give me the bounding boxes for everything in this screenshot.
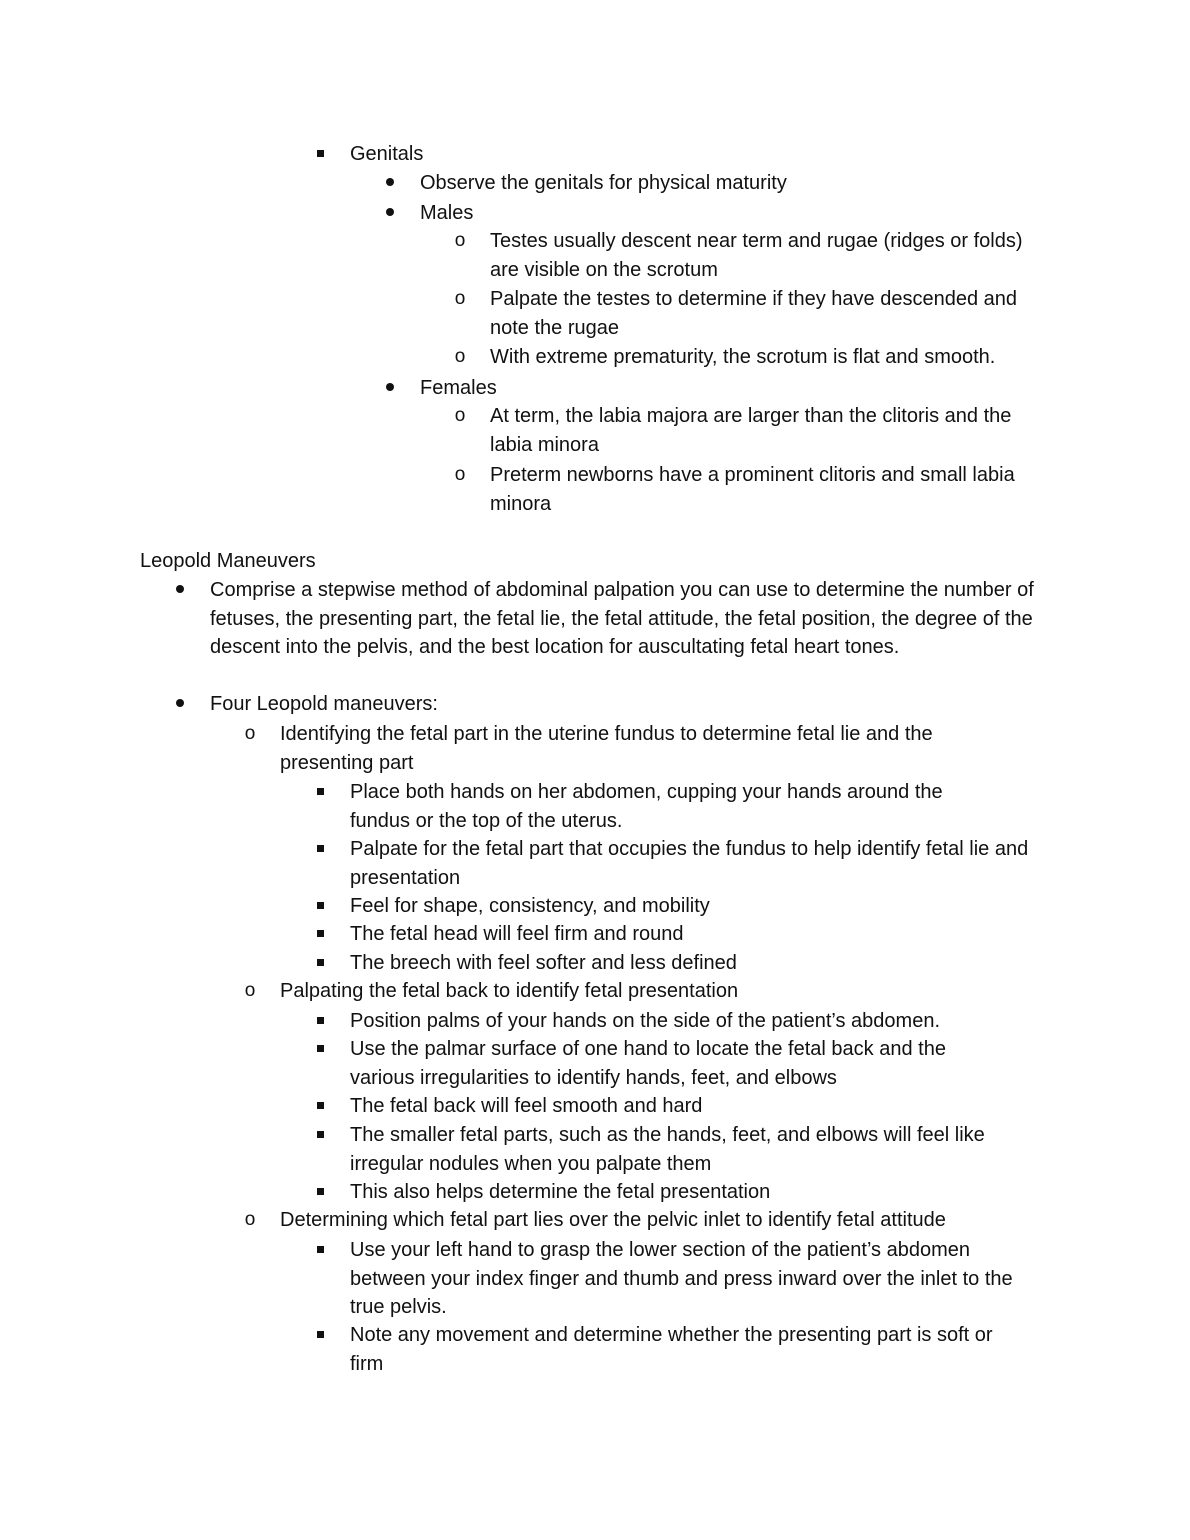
maneuver-2	[240, 977, 1040, 1006]
circle-bullet-icon: o	[454, 346, 466, 367]
circle-bullet-icon: o	[454, 405, 466, 426]
maneuver-2-step-2	[310, 1035, 1010, 1092]
step-text: Position palms of your hands on the side of the patient’s abdomen.	[350, 1010, 941, 1032]
maneuver-1-step-4	[310, 920, 1050, 949]
list-item-intro	[170, 576, 1050, 662]
maneuver-2-step-1	[310, 1007, 1050, 1036]
maneuver-1-step-1	[310, 778, 1000, 835]
list-item-observe	[380, 169, 1040, 198]
square-bullet-icon	[310, 140, 330, 169]
step-text: The smaller fetal parts, such as the hands, feet, and elbows will feel like irregular nodules when you palpate them	[350, 1124, 985, 1175]
male-item-text: Palpate the testes to determine if they have descended and note the rugae	[490, 288, 1018, 339]
observe-text: Observe the genitals for physical maturity	[420, 172, 787, 194]
square-bullet-icon	[310, 1007, 330, 1036]
round-bullet-icon	[380, 169, 400, 198]
maneuver-1-step-2	[310, 835, 1070, 892]
circle-bullet-icon: o	[454, 464, 466, 485]
maneuver-3-step-1	[310, 1236, 1050, 1322]
male-item-text: Testes usually descent near term and rugae (ridges or folds) are visible on the scrotum	[490, 230, 1023, 281]
list-item-four	[170, 690, 1050, 719]
genitals-heading: Genitals	[350, 143, 424, 165]
step-text: Place both hands on her abdomen, cupping your hands around the fundus or the top of the uterus.	[350, 781, 943, 832]
maneuver-2-step-5	[310, 1178, 1050, 1207]
square-bullet-icon	[310, 949, 330, 978]
maneuver-2-step-4	[310, 1121, 1050, 1178]
step-text: Feel for shape, consistency, and mobility	[350, 895, 710, 917]
square-bullet-icon	[310, 778, 330, 807]
list-item-genitals	[310, 140, 1010, 169]
square-bullet-icon	[310, 1178, 330, 1207]
list-item-males	[380, 199, 1040, 228]
section-title-leopold: Leopold Maneuvers	[140, 550, 316, 572]
list-item-male-1	[450, 227, 1025, 284]
circle-bullet-icon: o	[454, 230, 466, 251]
males-label: Males	[420, 202, 474, 224]
intro-text: Comprise a stepwise method of abdominal palpation you can use to determine the number of fetuses, the presenting part, the fetal lie, the fetal attitude, the fetal position, the degree of the descent into the pelvis, and the best location for auscultating fetal heart tones.	[210, 579, 1034, 659]
round-bullet-icon	[170, 576, 190, 605]
circle-bullet-icon: o	[244, 1209, 256, 1230]
male-item-text: With extreme prematurity, the scrotum is flat and smooth.	[490, 346, 996, 368]
maneuver-1	[240, 720, 1020, 777]
maneuver-title: Palpating the fetal back to identify fetal presentation	[280, 980, 739, 1002]
list-item-females	[380, 374, 1040, 403]
list-item-male-2	[450, 285, 1025, 342]
female-item-text: At term, the labia majora are larger than the clitoris and the labia minora	[490, 405, 1012, 456]
step-text: This also helps determine the fetal presentation	[350, 1181, 771, 1203]
round-bullet-icon	[170, 690, 190, 719]
maneuver-1-step-3	[310, 892, 1050, 921]
step-text: Palpate for the fetal part that occupies the fundus to help identify fetal lie and presentation	[350, 838, 1029, 889]
maneuver-3	[240, 1206, 1060, 1235]
square-bullet-icon	[310, 1121, 330, 1150]
square-bullet-icon	[310, 1092, 330, 1121]
four-label: Four Leopold maneuvers:	[210, 693, 438, 715]
female-item-text: Preterm newborns have a prominent clitoris and small labia minora	[490, 464, 1015, 515]
step-text: The breech with feel softer and less defined	[350, 952, 737, 974]
square-bullet-icon	[310, 1035, 330, 1064]
square-bullet-icon	[310, 1236, 330, 1265]
square-bullet-icon	[310, 892, 330, 921]
maneuver-1-step-5	[310, 949, 1050, 978]
square-bullet-icon	[310, 1321, 330, 1350]
circle-bullet-icon: o	[244, 980, 256, 1001]
round-bullet-icon	[380, 374, 400, 403]
circle-bullet-icon: o	[244, 723, 256, 744]
step-text: The fetal head will feel firm and round	[350, 923, 684, 945]
list-item-male-3	[450, 343, 1090, 372]
step-text: The fetal back will feel smooth and hard	[350, 1095, 703, 1117]
list-item-female-2	[450, 461, 1025, 518]
maneuver-2-step-3	[310, 1092, 1050, 1121]
list-item-female-1	[450, 402, 1025, 459]
square-bullet-icon	[310, 835, 330, 864]
females-label: Females	[420, 377, 497, 399]
step-text: Use your left hand to grasp the lower section of the patient’s abdomen between your index finger and thumb and press inward over the inlet to the true pelvis.	[350, 1239, 1013, 1319]
step-text: Note any movement and determine whether the presenting part is soft or firm	[350, 1324, 993, 1375]
step-text: Use the palmar surface of one hand to locate the fetal back and the various irregularities to identify hands, feet, and elbows	[350, 1038, 946, 1089]
circle-bullet-icon: o	[454, 288, 466, 309]
square-bullet-icon	[310, 920, 330, 949]
round-bullet-icon	[380, 199, 400, 228]
maneuver-title: Determining which fetal part lies over the pelvic inlet to identify fetal attitude	[280, 1209, 946, 1231]
maneuver-3-step-2	[310, 1321, 1030, 1378]
maneuver-title: Identifying the fetal part in the uterine fundus to determine fetal lie and the presenting part	[280, 723, 933, 774]
